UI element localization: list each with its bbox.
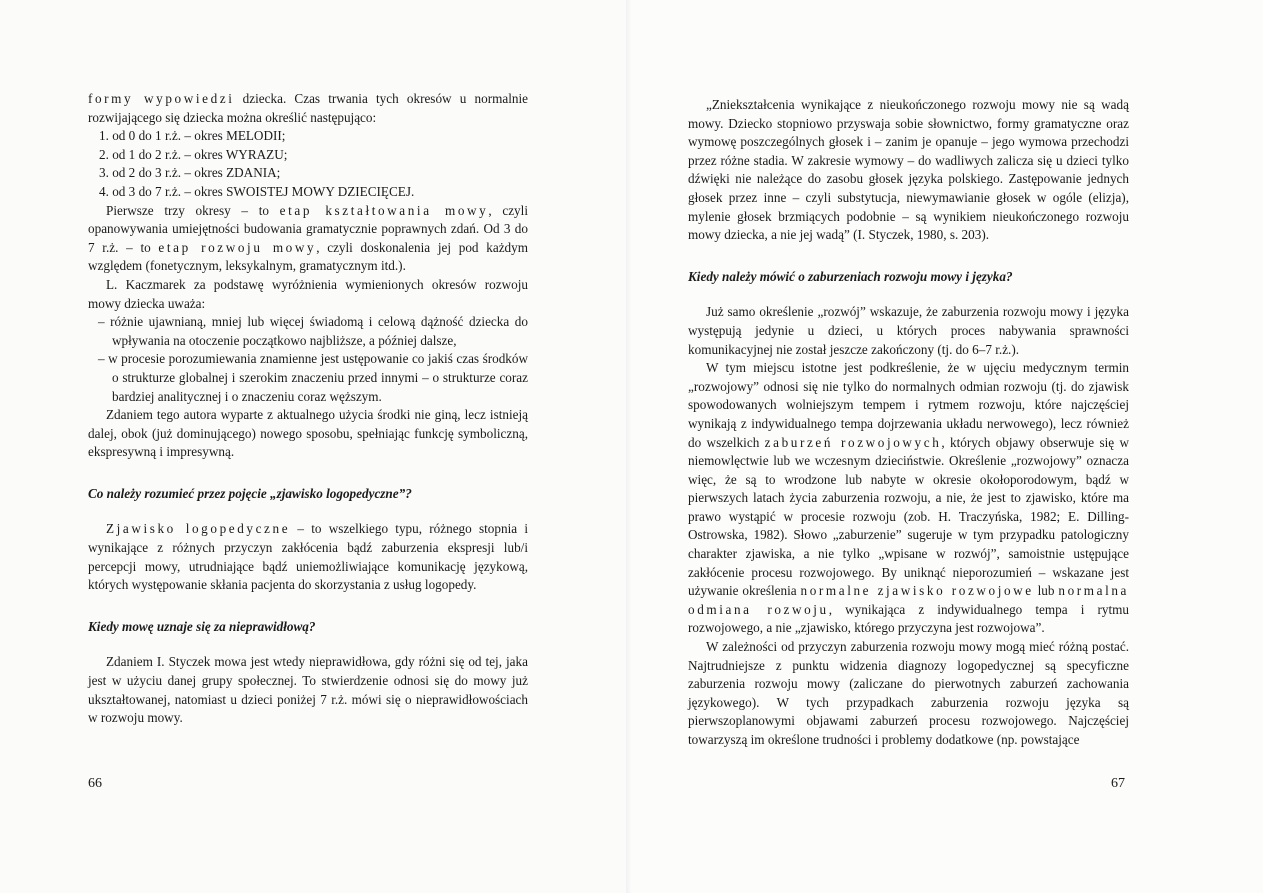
paragraph: Zdaniem tego autora wyparte z aktualnego użycia środki nie giną, lecz istnieją dalej, obok (już dominującego) nowego sposobu, spełniając funkcję symboliczną, ekspresywną i impresywną. — [88, 407, 528, 460]
paragraph-text: – to wszelkiego typu, różnego stopnia i wynikające z różnych przyczyn zakłócenia bądź zaburzenia ekspresji lub/i percepcji mowy, utrudniające bądź uniemożliwiające komunikację językową, których występowanie skłania pacjenta do skorzystania z usług logopedy. — [88, 521, 528, 593]
paragraph-text: lub — [1033, 583, 1059, 599]
spaced-term: etap rozwoju mowy — [158, 239, 317, 255]
dash-item: – w procesie porozumiewania znamienne jest ustępowanie co jakiś czas środków o strukturze globalnej i szerokim znaczeniu przed innymi – o strukturze coraz bardziej analitycznej i o znaczeniu coraz węższym. — [98, 351, 528, 404]
paragraph-text: , czyli doskonalenia jej pod każdym względem (fonetycznym, leksykalnym, gramatycznym itd.). — [88, 239, 528, 274]
paragraph-text: Pierwsze trzy okresy – to — [106, 202, 280, 218]
right-page — [631, 0, 1263, 893]
paragraph-text: , wynikająca z indywidualnego tempa i rytmu rozwojowego, a nie „zjawisko, którego przyczyna jest rozwojowa”. — [688, 601, 1130, 636]
spaced-term: normalna odmiana rozwoju — [688, 583, 1129, 617]
period-item: 1. od 0 do 1 r.ż. – okres MELODII; — [99, 128, 286, 144]
paragraph-text: , czyli opanowywania umiejętności budowania gramatycznie poprawnych zdań. Od 3 do 7 r.ż. – to — [88, 202, 528, 255]
paragraph-text: dziecka. Czas trwania tych okresów u normalnie rozwijającego się dziecka można określić następująco: — [88, 91, 528, 125]
spaced-term: Zjawisko logopedyczne — [106, 521, 291, 537]
right-page-text — [688, 96, 1129, 750]
paragraph: L. Kaczmarek za podstawę wyróżnienia wymienionych okresów rozwoju mowy dziecka uważa: — [88, 276, 528, 311]
page-number: 67 — [1111, 776, 1125, 791]
quote-paragraph: „Zniekształcenia wynikające z nieukończonego rozwoju mowy nie są wadą mowy. Dziecko stopniowo przyswaja sobie słownictwo, formy gramatyczne oraz wymowę poszczególnych głosek i – zanim je opanuje – jego wymowa przechodzi przez różne stadia. W zakresie wymowy – do wadliwych zalicza się u dzieci tylko dźwięki nie należące do zasobu głosek języka polskiego. Zastępowanie jednych głosek przez inne – czyli substytucja, niewymawianie głosek w ogóle (elizja), mylenie głosek brzmiących podobnie – są wynikiem nieukończonego rozwoju mowy dziecka, a nie jej wadą” (I. Styczek, 1980, s. 203). — [688, 97, 1129, 243]
paragraph: Już samo określenie „rozwój” wskazuje, że zaburzenia rozwoju mowy i języka występują jedynie u dzieci, u których proces nabywania sprawności komunikacyjnej nie został jeszcze zakończony (tj. do 6–7 r.ż.). — [688, 304, 1129, 357]
spaced-term: etap kształtowania mowy — [279, 202, 489, 218]
paragraph — [88, 90, 528, 127]
paragraph: Zdaniem I. Styczek mowa jest wtedy nieprawidłowa, gdy różni się od tej, jaka jest w użyciu danej grupy społecznej. To stwierdzenie odnosi się do mowy już ukształtowanej, natomiast u dzieci poniżej 7 r.ż. mówi się o nieprawidłowościach w rozwoju mowy. — [88, 654, 528, 726]
paragraph-text: , których objawy obserwuje się w niemowlęctwie lub we wczesnym dzieciństwie. Określenie „rozwojowy” oznacza więc, że są to wrodzone lub nabyte w okresie okołoporodowym, bądź w pierwszych latach życia zaburzenia rozwoju, a nie, że jest to zjawisko, które ma prawo wystąpić w procesie rozwoju (zob. H. Traczyńska, 1982; E. Dilling-Ostrowska, 1982). Słowo „zaburzenie” sugeruje w tym przypadku patologiczny charakter zjawiska, a nie tylko „wpisane w rozwój”, samoistnie ustępujące zakłócenie procesu rozwojowego. By uniknąć nieporozumień – wskazane jest używanie określenia — [688, 434, 1129, 599]
left-page-text — [88, 90, 528, 728]
dash-item: – różnie ujawnianą, mniej lub więcej świadomą i celową dążność dziecka do wpływania na otoczenie początkowo najbliższe, a później dalsze, — [98, 314, 528, 348]
spaced-term: zaburzeń rozwojowych — [764, 434, 942, 450]
paragraph — [88, 520, 528, 594]
paragraph: W zależności od przyczyn zaburzenia rozwoju mowy mogą mieć różną postać. Najtrudniejsze z punktu widzenia diagnozy logopedycznej są specyficzne zaburzenia rozwoju mowy (zaliczane do pierwotnych zaburzeń zachowania językowego). W tych przypadkach zaburzenia rozwoju języka są pierwszoplanowymi objawami zaburzeń procesu rozwojowego. Najczęściej towarzyszą im określone trudności i problemy dodatkowe (np. powstające — [688, 639, 1129, 747]
paragraph — [88, 202, 528, 276]
left-page — [0, 0, 631, 893]
paragraph-text: W tym miejscu istotne jest podkreślenie, że w ujęciu medycznym termin „rozwojowy” odnosi się nie tylko do normalnych odmian rozwoju (tj. do zjawisk spowodowanych wolniejszym tempem i rytmem rozwoju, które najczęściej wynikają z indywidualnego tempa dojrzewania układu nerwowego), lecz również do wszelkich — [688, 360, 1129, 450]
period-item: 3. od 2 do 3 r.ż. – okres ZDANIA; — [99, 165, 281, 181]
period-item: 4. od 3 do 7 r.ż. – okres SWOISTEJ MOWY DZIECIĘCEJ. — [99, 183, 415, 199]
spaced-term: formy wypowiedzi — [88, 91, 235, 106]
paragraph — [688, 359, 1129, 638]
spaced-term: normalne zjawisko rozwojowe — [800, 583, 1034, 599]
section-heading: Co należy rozumieć przez pojęcie „zjawisko logopedyczne”? — [88, 485, 412, 501]
period-item: 2. od 1 do 2 r.ż. – okres WYRAZU; — [99, 146, 288, 162]
page-number: 66 — [88, 776, 102, 791]
section-heading: Kiedy mowę uznaje się za nieprawidłową? — [88, 618, 316, 634]
section-heading: Kiedy należy mówić o zaburzeniach rozwoju mowy i języka? — [688, 268, 1013, 284]
